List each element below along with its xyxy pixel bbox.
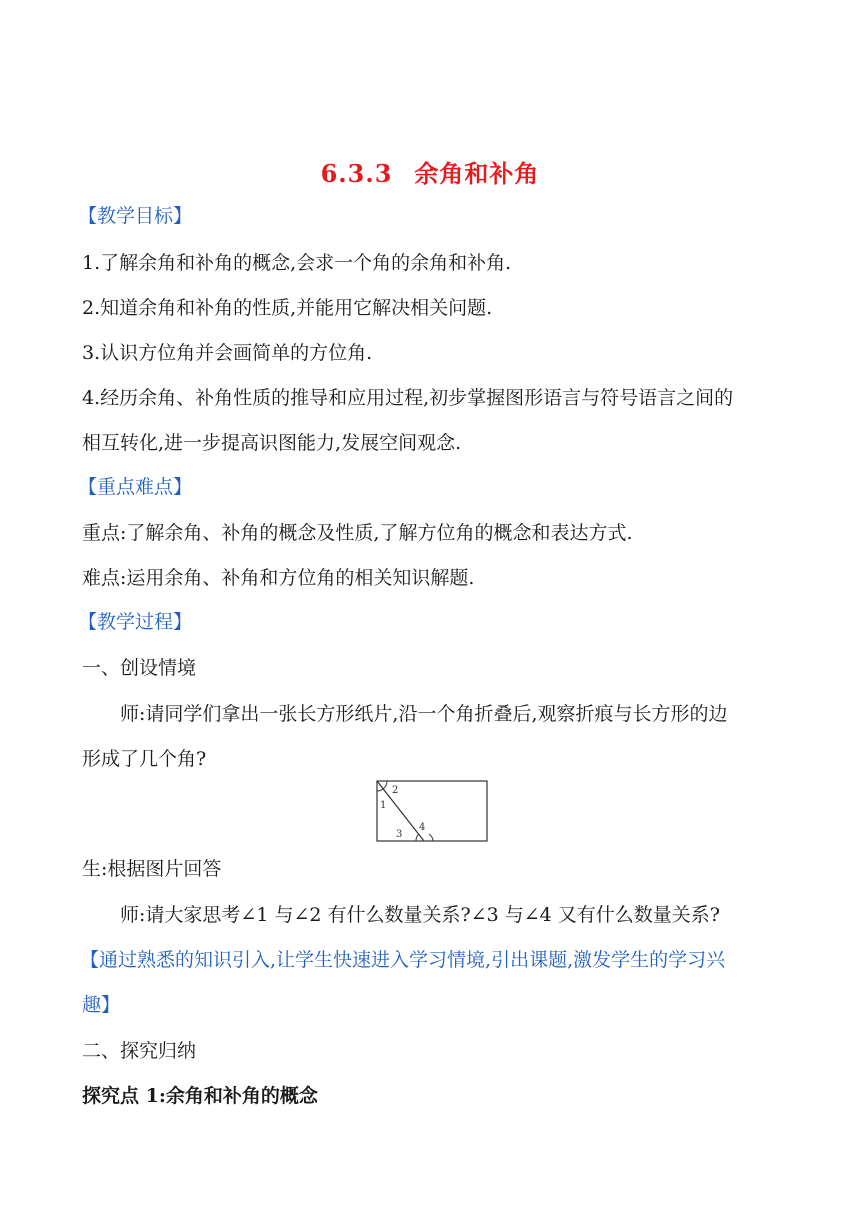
objective-2: 2.知道余角和补角的性质,并能用它解决相关问题. xyxy=(82,297,493,319)
part1-title: 一、创设情境 xyxy=(82,657,197,679)
lesson-title xyxy=(0,154,860,189)
objective-1: 1.了解余角和补角的概念,会求一个角的余角和补角. xyxy=(82,252,512,274)
design-note-line1: 【通过熟悉的知识引入,让学生快速进入学习情境,引出课题,激发学生的学习兴 xyxy=(80,949,726,971)
objective-4-line2: 相互转化,进一步提高识图能力,发展空间观念. xyxy=(82,432,462,454)
angle-1-label: 1 xyxy=(380,800,387,811)
lesson-number: 6.3.3 xyxy=(320,159,393,188)
teacher-prompt-1-line2: 形成了几个角? xyxy=(82,748,207,770)
key-point: 重点:了解余角、补角的概念及性质,了解方位角的概念和表达方式. xyxy=(82,522,633,544)
angle-4-label: 4 xyxy=(419,822,426,833)
teacher-prompt-1-line1: 师:请同学们拿出一张长方形纸片,沿一个角折叠后,观察折痕与长方形的边 xyxy=(120,703,728,725)
teacher-prompt-2: 师:请大家思考∠1 与∠2 有什么数量关系?∠3 与∠4 又有什么数量关系? xyxy=(120,904,720,926)
explore-point-1: 探究点 1:余角和补角的概念 xyxy=(82,1085,318,1107)
angle-3-label: 3 xyxy=(396,829,403,840)
process-heading: 【教学过程】 xyxy=(78,611,193,633)
student-response: 生:根据图片回答 xyxy=(82,858,222,880)
objective-3: 3.认识方位角并会画简单的方位角. xyxy=(82,342,373,364)
lesson-name: 余角和补角 xyxy=(414,159,540,188)
difficult-point: 难点:运用余角、补角和方位角的相关知识解题. xyxy=(82,567,475,589)
objectives-heading: 【教学目标】 xyxy=(78,205,193,227)
angle-2-label: 2 xyxy=(392,785,399,796)
key-points-heading: 【重点难点】 xyxy=(78,476,193,498)
objective-4-line1: 4.经历余角、补角性质的推导和应用过程,初步掌握图形语言与符号语言之间的 xyxy=(82,387,734,409)
folded-rectangle-figure xyxy=(374,778,490,844)
design-note-line2: 趣】 xyxy=(82,994,121,1016)
part2-title: 二、探究归纳 xyxy=(82,1040,197,1062)
